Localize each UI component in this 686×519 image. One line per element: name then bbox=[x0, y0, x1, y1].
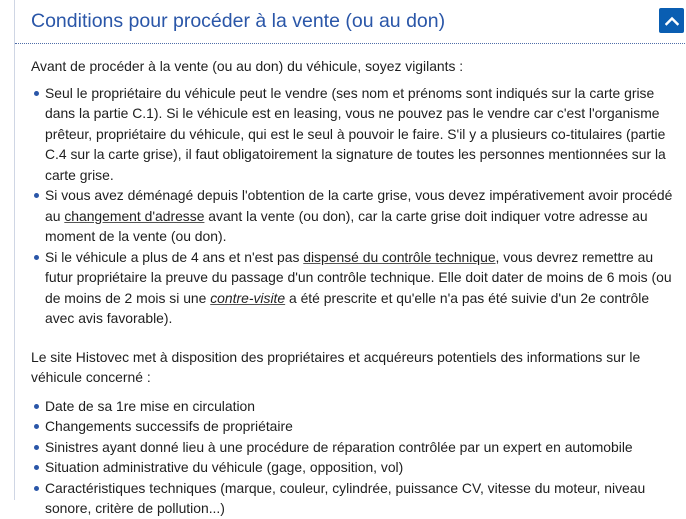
list-item: Sinistres ayant donné lieu à une procédure de réparation contrôlée par un expert en automobile bbox=[45, 437, 681, 458]
list-item: Caractéristiques techniques (marque, couleur, cylindrée, puissance CV, vitesse du moteur, niveau sonore, critère de pollution...) bbox=[45, 478, 681, 519]
chevron-up-icon bbox=[665, 16, 679, 26]
panel-header[interactable] bbox=[15, 0, 686, 44]
item-text: Seul le propriétaire du véhicule peut le vendre (ses nom et prénoms sont indiqués sur la carte grise dans la partie C.1). Si le véhicule est en leasing, vous ne pouvez pas le vendre car c'est l'organisme prêteur, propriétaire du véhicule, qui est le seul à pouvoir le faire. S'il y a plusieurs co-titulaires (partie C.4 sur la carte grise), il faut obligatoirement la signature de toutes les personnes mentionnées sur la carte grise. bbox=[45, 84, 666, 183]
list-item bbox=[45, 185, 681, 247]
list-item: Changements successifs de propriétaire bbox=[45, 416, 681, 437]
collapse-toggle-button[interactable] bbox=[659, 8, 684, 33]
list-item bbox=[45, 247, 681, 329]
list-item: Situation administrative du véhicule (gage, opposition, vol) bbox=[45, 457, 681, 478]
contre-visite-link[interactable]: contre-visite bbox=[210, 289, 286, 306]
list-item: Date de sa 1re mise en circulation bbox=[45, 396, 681, 417]
section1-intro: Avant de procéder à la vente (ou au don) du véhicule, soyez vigilants : bbox=[31, 58, 464, 74]
item-text: , vous devrez remettre au futur propriétaire la preuve du passage d'un contrôle technique. Elle doit dater de moins de 6 mois (ou de moins de 2 mois si une bbox=[45, 248, 672, 306]
section2-intro: Le site Histovec met à disposition des propriétaires et acquéreurs potentiels des informations sur le véhicule concerné : bbox=[31, 348, 641, 385]
list-item bbox=[45, 83, 681, 186]
item-text: Si le véhicule a plus de 4 ans et n'est pas bbox=[45, 248, 304, 265]
conditions-panel bbox=[14, 0, 686, 516]
item-text: avant la vente (ou don), car la carte grise doit indiquer votre adresse au moment de la vente (ou don). bbox=[45, 207, 648, 244]
panel-title: Conditions pour procéder à la vente (ou au don) bbox=[31, 10, 446, 32]
changement-adresse-link[interactable]: changement d'adresse bbox=[64, 207, 205, 224]
histovec-info-list bbox=[31, 396, 681, 519]
dispense-controle-technique-link[interactable]: dispensé du contrôle technique bbox=[303, 248, 496, 265]
panel-content bbox=[31, 56, 681, 519]
conditions-list bbox=[31, 83, 681, 329]
item-text: Si vous avez déménagé depuis l'obtention de la carte grise, vous devez impérativement avoir procédé au bbox=[45, 187, 673, 224]
item-text: a été prescrite et qu'elle n'a pas été suivie d'un 2e contrôle avec avis favorable). bbox=[45, 289, 650, 326]
